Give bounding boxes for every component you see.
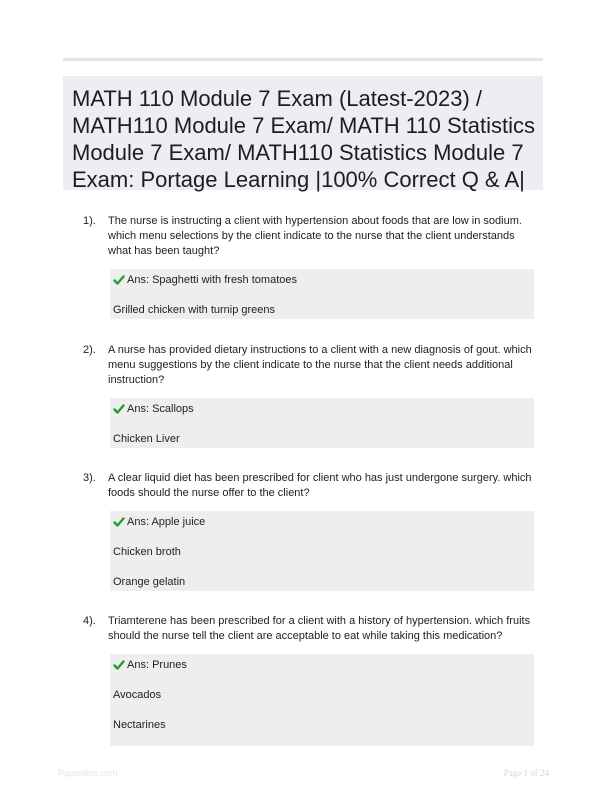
- answer-text: Ans: Scallops: [127, 403, 194, 415]
- correct-answer: [113, 402, 534, 432]
- option-text: Nectarines: [113, 719, 166, 731]
- correct-answer: [113, 658, 534, 688]
- question-text: A nurse has provided dietary instructions to a client with a new diagnosis of gout. which menu suggestions by the client indicate to the nurse that the client needs additional instruction?: [108, 344, 532, 386]
- top-divider: [63, 58, 543, 61]
- footer-site: Paperlibie.com: [58, 768, 118, 778]
- answer-option: [113, 432, 534, 462]
- option-text: Chicken Liver: [113, 433, 180, 445]
- question-number: 4).: [83, 615, 96, 627]
- page-number: Page 1 of 24: [503, 768, 549, 778]
- answer-box: [110, 269, 534, 319]
- check-icon: [113, 274, 125, 286]
- correct-answer: [113, 273, 534, 303]
- answer-box: [110, 511, 534, 591]
- answer-option: [113, 718, 534, 748]
- answer-text: Ans: Apple juice: [127, 516, 206, 528]
- answer-option: [113, 303, 534, 333]
- correct-answer: [113, 515, 534, 545]
- title-banner: [63, 76, 543, 190]
- question-number: 1).: [83, 215, 96, 227]
- option-text: Grilled chicken with turnip greens: [113, 304, 276, 316]
- question-number: 3).: [83, 472, 96, 484]
- check-icon: [113, 659, 125, 671]
- answer-box: [110, 654, 534, 746]
- answer-option: [113, 545, 534, 575]
- check-icon: [113, 516, 125, 528]
- question-text: The nurse is instructing a client with hypertension about foods that are low in sodium. which menu selections by the client indicate to the nurse that the client understands what has been taught?: [108, 215, 522, 257]
- answer-box: [110, 398, 534, 448]
- question-text: Triamterene has been prescribed for a client with a history of hypertension. which fruits should the nurse tell the client are acceptable to eat while taking this medication?: [108, 615, 531, 642]
- question-text: A clear liquid diet has been prescribed for client who has just undergone surgery. which foods should the nurse offer to the client?: [108, 472, 532, 499]
- check-icon: [113, 403, 125, 415]
- page-title: MATH 110 Module 7 Exam (Latest-2023) / MATH110 Module 7 Exam/ MATH 110 Statistics Module 7 Exam/ MATH110 Statistics Module 7 Exam: Portage Learning |100% Correct Q & A|: [72, 86, 535, 192]
- option-text: Orange gelatin: [113, 576, 186, 588]
- answer-option: [113, 575, 534, 605]
- answer-option: [113, 688, 534, 718]
- answer-text: Ans: Prunes: [127, 659, 187, 671]
- question-number: 2).: [83, 344, 96, 356]
- option-text: Avocados: [113, 689, 162, 701]
- answer-text: Ans: Spaghetti with fresh tomatoes: [127, 274, 297, 286]
- option-text: Chicken broth: [113, 546, 181, 558]
